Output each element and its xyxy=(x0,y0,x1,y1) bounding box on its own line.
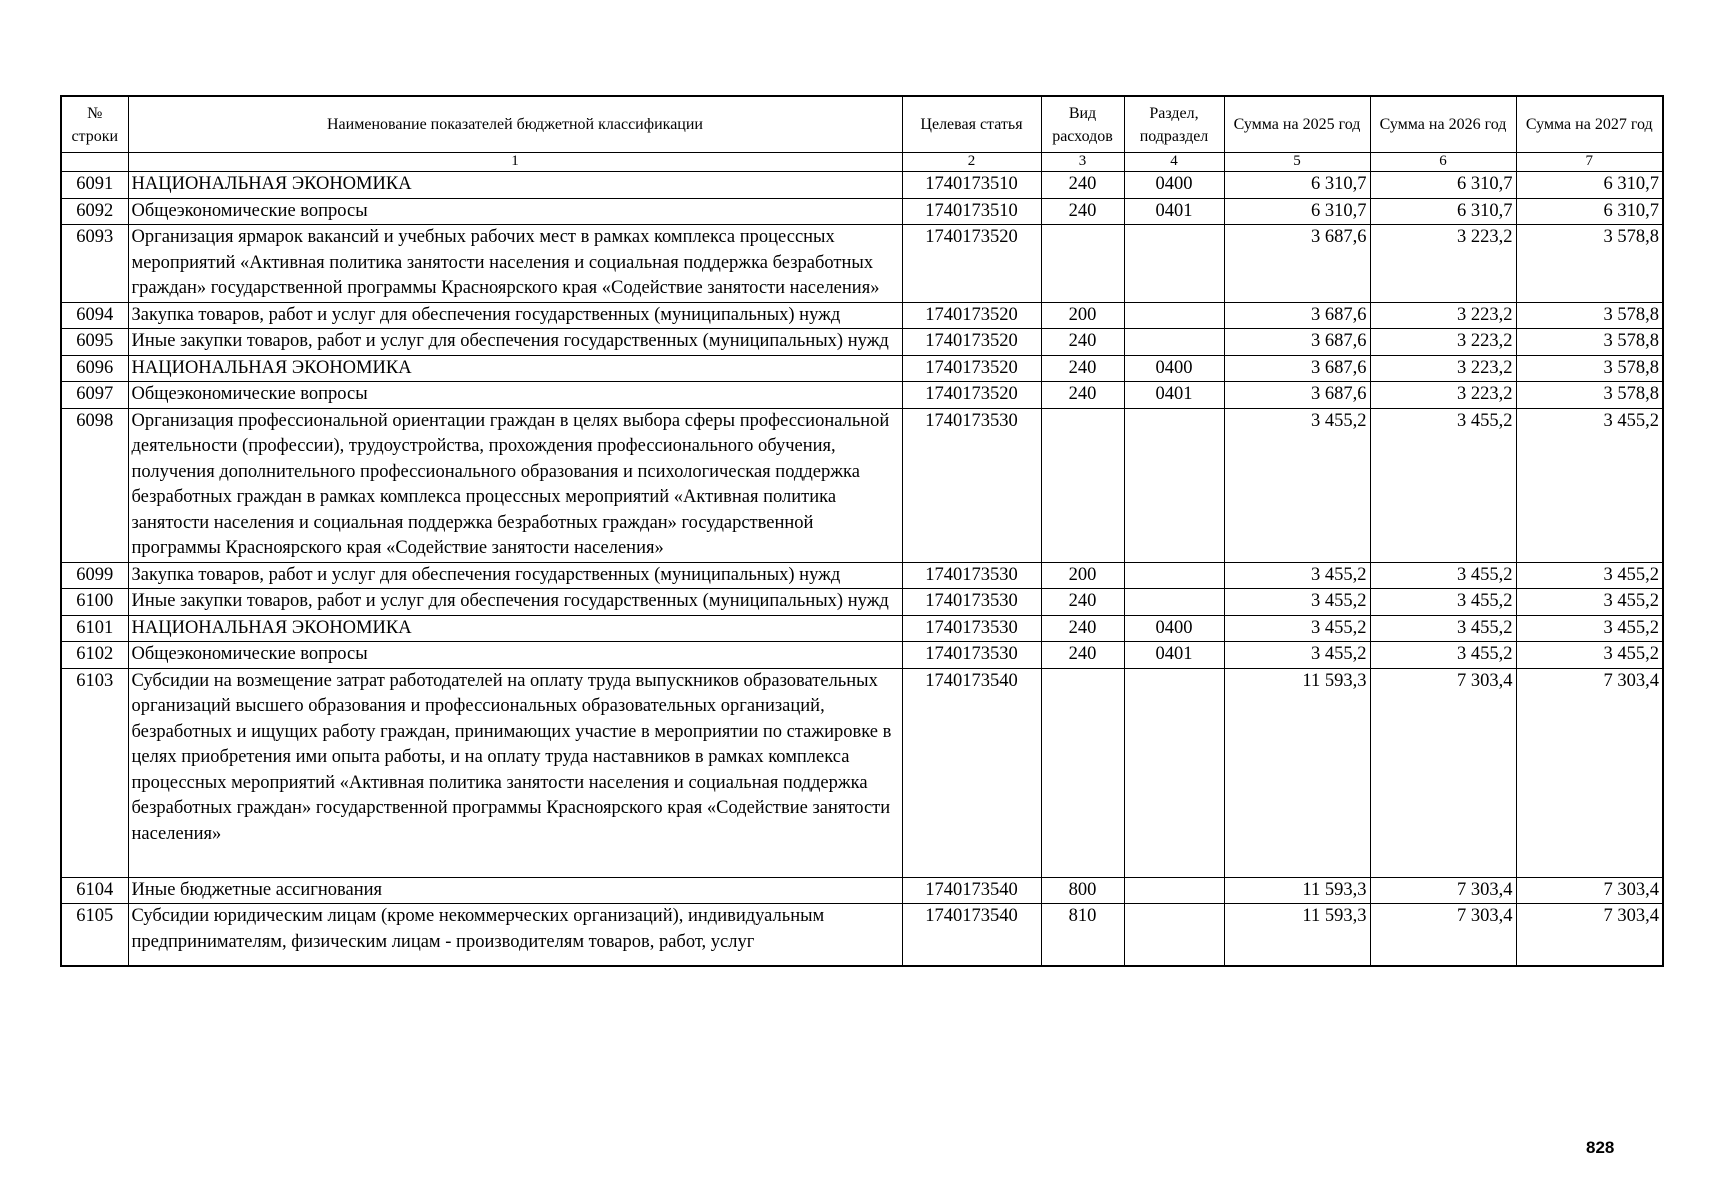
sum-2027: 3 455,2 xyxy=(1516,642,1663,669)
section-code: 0400 xyxy=(1124,172,1224,199)
sum-2027: 3 578,8 xyxy=(1516,355,1663,382)
column-number: 4 xyxy=(1124,153,1224,172)
header-sum-2027: Сумма на 2027 год xyxy=(1516,96,1663,153)
table-row xyxy=(61,562,1663,589)
table-row xyxy=(61,172,1663,199)
column-number: 2 xyxy=(902,153,1041,172)
target-article: 1740173520 xyxy=(902,302,1041,329)
expense-type: 240 xyxy=(1041,589,1124,616)
table-row xyxy=(61,408,1663,562)
column-number: 5 xyxy=(1224,153,1370,172)
row-number: 6096 xyxy=(61,355,128,382)
target-article: 1740173530 xyxy=(902,408,1041,562)
row-number: 6094 xyxy=(61,302,128,329)
indicator-name: Общеэкономические вопросы xyxy=(128,198,902,225)
sum-2027: 3 578,8 xyxy=(1516,302,1663,329)
section-code xyxy=(1124,877,1224,904)
indicator-name: Иные закупки товаров, работ и услуг для обеспечения государственных (муниципальных) нужд xyxy=(128,589,902,616)
target-article: 1740173520 xyxy=(902,382,1041,409)
sum-2026: 3 455,2 xyxy=(1370,589,1516,616)
section-code: 0400 xyxy=(1124,615,1224,642)
table-row xyxy=(61,198,1663,225)
row-number: 6091 xyxy=(61,172,128,199)
sum-2025: 3 687,6 xyxy=(1224,355,1370,382)
column-number: 1 xyxy=(128,153,902,172)
table-row xyxy=(61,355,1663,382)
table-row xyxy=(61,589,1663,616)
target-article: 1740173530 xyxy=(902,615,1041,642)
row-number: 6101 xyxy=(61,615,128,642)
table-header xyxy=(61,96,1663,172)
section-code: 0401 xyxy=(1124,198,1224,225)
sum-2026: 3 223,2 xyxy=(1370,355,1516,382)
indicator-name: Субсидии на возмещение затрат работодателей на оплату труда выпускников образовательных организаций высшего образования и профессиональных образовательных организаций, безработных и ищущих работу граждан, принимающих участие в мероприятии по стажировке в целях приобретения ими опыта работы, и на оплату труда наставников в рамках комплекса процессных мероприятий «Активная политика занятости населения и социальная поддержка безработных граждан» государственной программы Красноярского края «Содействие занятости населения» xyxy=(128,668,902,877)
header-expense-type: Вид расходов xyxy=(1041,96,1124,153)
sum-2026: 3 223,2 xyxy=(1370,302,1516,329)
section-code xyxy=(1124,408,1224,562)
sum-2025: 3 455,2 xyxy=(1224,615,1370,642)
sum-2025: 6 310,7 xyxy=(1224,198,1370,225)
expense-type: 200 xyxy=(1041,302,1124,329)
sum-2025: 3 455,2 xyxy=(1224,408,1370,562)
column-number-blank xyxy=(61,153,128,172)
table-row xyxy=(61,302,1663,329)
row-number: 6092 xyxy=(61,198,128,225)
page-number: 828 xyxy=(1586,1138,1615,1157)
section-code: 0401 xyxy=(1124,642,1224,669)
sum-2026: 3 455,2 xyxy=(1370,615,1516,642)
expense-type xyxy=(1041,408,1124,562)
expense-type: 800 xyxy=(1041,877,1124,904)
expense-type: 240 xyxy=(1041,198,1124,225)
indicator-name: Общеэкономические вопросы xyxy=(128,382,902,409)
sum-2027: 3 578,8 xyxy=(1516,382,1663,409)
section-code: 0401 xyxy=(1124,382,1224,409)
sum-2025: 3 687,6 xyxy=(1224,302,1370,329)
table-row xyxy=(61,668,1663,877)
section-code xyxy=(1124,225,1224,303)
indicator-name: Субсидии юридическим лицам (кроме некоммерческих организаций), индивидуальным предпринимателям, физическим лицам - производителям товаров, работ, услуг xyxy=(128,904,902,966)
indicator-name: Общеэкономические вопросы xyxy=(128,642,902,669)
target-article: 1740173530 xyxy=(902,589,1041,616)
indicator-name: НАЦИОНАЛЬНАЯ ЭКОНОМИКА xyxy=(128,355,902,382)
row-number: 6100 xyxy=(61,589,128,616)
indicator-name: НАЦИОНАЛЬНАЯ ЭКОНОМИКА xyxy=(128,615,902,642)
row-number: 6102 xyxy=(61,642,128,669)
sum-2026: 3 223,2 xyxy=(1370,382,1516,409)
indicator-name: Закупка товаров, работ и услуг для обеспечения государственных (муниципальных) нужд xyxy=(128,562,902,589)
column-number: 3 xyxy=(1041,153,1124,172)
section-code xyxy=(1124,589,1224,616)
sum-2027: 7 303,4 xyxy=(1516,668,1663,877)
row-number: 6095 xyxy=(61,329,128,356)
row-number: 6103 xyxy=(61,668,128,877)
expense-type: 240 xyxy=(1041,382,1124,409)
indicator-name: Организация ярмарок вакансий и учебных рабочих мест в рамках комплекса процессных мероприятий «Активная политика занятости населения и социальная поддержка безработных граждан» государственной программы Красноярского края «Содействие занятости населения» xyxy=(128,225,902,303)
sum-2027: 7 303,4 xyxy=(1516,904,1663,966)
expense-type: 240 xyxy=(1041,329,1124,356)
target-article: 1740173540 xyxy=(902,668,1041,877)
section-code xyxy=(1124,668,1224,877)
table-row xyxy=(61,642,1663,669)
sum-2025: 6 310,7 xyxy=(1224,172,1370,199)
indicator-name: Организация профессиональной ориентации граждан в целях выбора сферы профессиональной деятельности (профессии), трудоустройства, прохождения профессионального обучения, получения дополнительного профессионального образования и психологическая поддержка безработных граждан в рамках комплекса процессных мероприятий «Активная политика занятости населения и социальная поддержка безработных граждан» государственной программы Красноярского края «Содействие занятости населения» xyxy=(128,408,902,562)
sum-2027: 3 455,2 xyxy=(1516,589,1663,616)
row-number: 6098 xyxy=(61,408,128,562)
target-article: 1740173510 xyxy=(902,172,1041,199)
sum-2026: 3 223,2 xyxy=(1370,329,1516,356)
target-article: 1740173530 xyxy=(902,642,1041,669)
sum-2025: 3 687,6 xyxy=(1224,382,1370,409)
table-body xyxy=(61,172,1663,966)
sum-2026: 7 303,4 xyxy=(1370,668,1516,877)
sum-2026: 7 303,4 xyxy=(1370,877,1516,904)
header-sum-2026: Сумма на 2026 год xyxy=(1370,96,1516,153)
sum-2025: 3 687,6 xyxy=(1224,329,1370,356)
indicator-name: Закупка товаров, работ и услуг для обеспечения государственных (муниципальных) нужд xyxy=(128,302,902,329)
target-article: 1740173520 xyxy=(902,225,1041,303)
sum-2025: 3 687,6 xyxy=(1224,225,1370,303)
target-article: 1740173540 xyxy=(902,877,1041,904)
table-row xyxy=(61,225,1663,303)
table-row xyxy=(61,382,1663,409)
section-code xyxy=(1124,329,1224,356)
sum-2026: 3 455,2 xyxy=(1370,642,1516,669)
sum-2027: 3 578,8 xyxy=(1516,329,1663,356)
sum-2026: 7 303,4 xyxy=(1370,904,1516,966)
sum-2026: 3 455,2 xyxy=(1370,562,1516,589)
sum-2025: 3 455,2 xyxy=(1224,562,1370,589)
sum-2025: 3 455,2 xyxy=(1224,642,1370,669)
sum-2027: 3 455,2 xyxy=(1516,408,1663,562)
section-code: 0400 xyxy=(1124,355,1224,382)
sum-2026: 6 310,7 xyxy=(1370,172,1516,199)
column-number: 7 xyxy=(1516,153,1663,172)
expense-type: 240 xyxy=(1041,172,1124,199)
sum-2027: 6 310,7 xyxy=(1516,172,1663,199)
expense-type xyxy=(1041,225,1124,303)
header-target-article: Целевая статья xyxy=(902,96,1041,153)
row-number: 6097 xyxy=(61,382,128,409)
expense-type: 200 xyxy=(1041,562,1124,589)
section-code xyxy=(1124,302,1224,329)
header-indicator-name: Наименование показателей бюджетной классификации xyxy=(128,96,902,153)
header-section: Раздел, подраздел xyxy=(1124,96,1224,153)
table-row xyxy=(61,877,1663,904)
expense-type xyxy=(1041,668,1124,877)
sum-2027: 3 455,2 xyxy=(1516,562,1663,589)
header-row-number: № строки xyxy=(61,96,128,153)
sum-2025: 11 593,3 xyxy=(1224,904,1370,966)
sum-2027: 3 455,2 xyxy=(1516,615,1663,642)
indicator-name: Иные бюджетные ассигнования xyxy=(128,877,902,904)
target-article: 1740173540 xyxy=(902,904,1041,966)
target-article: 1740173520 xyxy=(902,355,1041,382)
header-sum-2025: Сумма на 2025 год xyxy=(1224,96,1370,153)
table-row xyxy=(61,615,1663,642)
expense-type: 240 xyxy=(1041,642,1124,669)
section-code xyxy=(1124,904,1224,966)
indicator-name: Иные закупки товаров, работ и услуг для обеспечения государственных (муниципальных) нужд xyxy=(128,329,902,356)
target-article: 1740173510 xyxy=(902,198,1041,225)
sum-2026: 3 455,2 xyxy=(1370,408,1516,562)
row-number: 6099 xyxy=(61,562,128,589)
column-number: 6 xyxy=(1370,153,1516,172)
table-row xyxy=(61,904,1663,966)
table-row xyxy=(61,329,1663,356)
section-code xyxy=(1124,562,1224,589)
target-article: 1740173520 xyxy=(902,329,1041,356)
sum-2026: 6 310,7 xyxy=(1370,198,1516,225)
sum-2025: 3 455,2 xyxy=(1224,589,1370,616)
sum-2025: 11 593,3 xyxy=(1224,668,1370,877)
budget-table xyxy=(60,95,1664,967)
expense-type: 240 xyxy=(1041,615,1124,642)
row-number: 6105 xyxy=(61,904,128,966)
sum-2027: 6 310,7 xyxy=(1516,198,1663,225)
sum-2026: 3 223,2 xyxy=(1370,225,1516,303)
row-number: 6093 xyxy=(61,225,128,303)
sum-2027: 3 578,8 xyxy=(1516,225,1663,303)
budget-sheet xyxy=(60,95,1662,967)
sum-2027: 7 303,4 xyxy=(1516,877,1663,904)
row-number: 6104 xyxy=(61,877,128,904)
sum-2025: 11 593,3 xyxy=(1224,877,1370,904)
expense-type: 810 xyxy=(1041,904,1124,966)
expense-type: 240 xyxy=(1041,355,1124,382)
indicator-name: НАЦИОНАЛЬНАЯ ЭКОНОМИКА xyxy=(128,172,902,199)
target-article: 1740173530 xyxy=(902,562,1041,589)
